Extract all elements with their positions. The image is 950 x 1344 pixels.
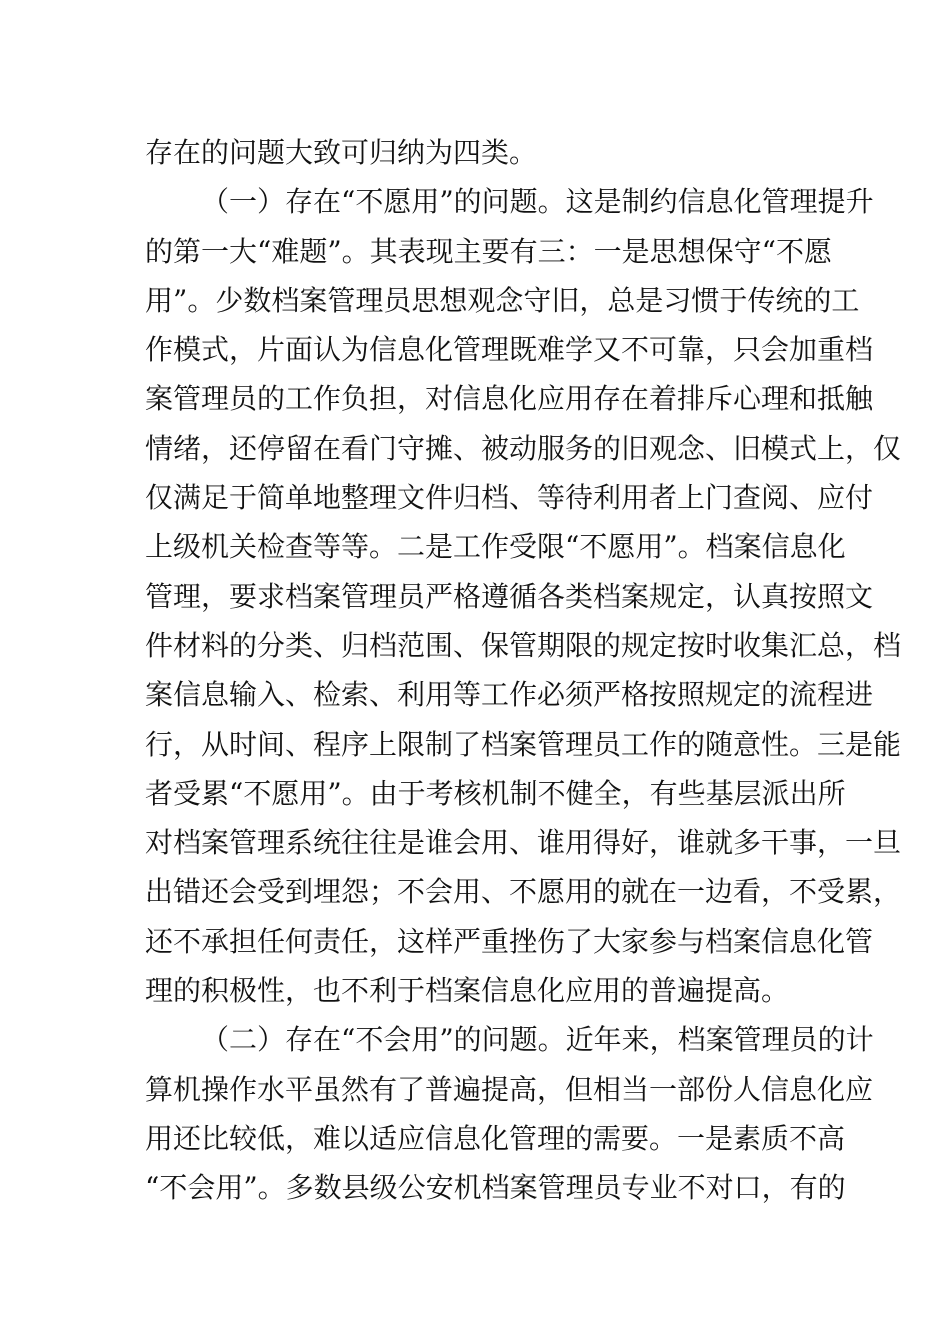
text-line: 还不承担任何责任，这样严重挫伤了大家参与档案信息化管 bbox=[145, 924, 874, 958]
text-line: 仅满足于简单地整理文件归档、等待利用者上门查阅、应付 bbox=[145, 481, 874, 515]
text-line: 的第一大“难题”。其表现主要有三：一是思想保守“不愿 bbox=[145, 234, 832, 268]
text-line: 出错还会受到埋怨；不会用、不愿用的就在一边看，不受累， bbox=[145, 875, 902, 909]
text-line: 理的积极性，也不利于档案信息化应用的普遍提高。 bbox=[145, 974, 790, 1008]
text-line: 用”。少数档案管理员思想观念守旧，总是习惯于传统的工 bbox=[145, 283, 860, 317]
text-line: 案管理员的工作负担，对信息化应用存在着排斥心理和抵触 bbox=[145, 382, 874, 416]
text-line: 算机操作水平虽然有了普遍提高，但相当一部份人信息化应 bbox=[145, 1072, 874, 1106]
text-line: （一）存在“不愿用”的问题。这是制约信息化管理提升 bbox=[201, 185, 874, 219]
text-line: 用还比较低，难以适应信息化管理的需要。一是素质不高 bbox=[145, 1121, 846, 1155]
text-line: “不会用”。多数县级公安机档案管理员专业不对口，有的 bbox=[145, 1171, 846, 1205]
text-line: 对档案管理系统往往是谁会用、谁用得好，谁就多干事，一旦 bbox=[145, 826, 902, 860]
text-line: 案信息输入、检索、利用等工作必须严格按照规定的流程进 bbox=[145, 678, 874, 712]
text-line: 情绪，还停留在看门守摊、被动服务的旧观念、旧模式上，仅 bbox=[145, 431, 902, 465]
text-line: 管理，要求档案管理员严格遵循各类档案规定，认真按照文 bbox=[145, 579, 874, 613]
text-line: 作模式，片面认为信息化管理既难学又不可靠，只会加重档 bbox=[145, 333, 874, 367]
text-line: 存在的问题大致可归纳为四类。 bbox=[145, 136, 538, 169]
text-line: 行，从时间、程序上限制了档案管理员工作的随意性。三是能 bbox=[145, 727, 902, 761]
text-line: （二）存在“不会用”的问题。近年来，档案管理员的计 bbox=[201, 1023, 874, 1057]
body-text bbox=[145, 128, 902, 1213]
text-line: 者受累“不愿用”。由于考核机制不健全，有些基层派出所 bbox=[145, 776, 846, 810]
text-line: 上级机关检查等等。二是工作受限“不愿用”。档案信息化 bbox=[145, 530, 846, 564]
text-line: 件材料的分类、归档范围、保管期限的规定按时收集汇总，档 bbox=[145, 628, 902, 662]
